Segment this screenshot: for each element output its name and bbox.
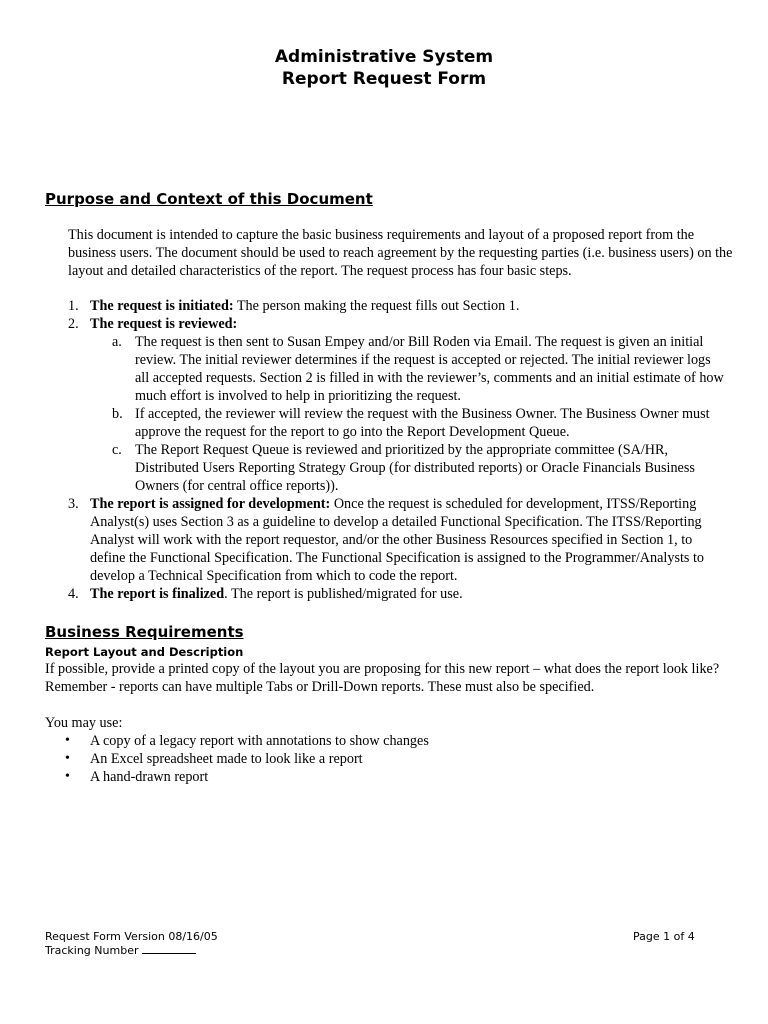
step-item xyxy=(68,297,728,315)
substep-item xyxy=(90,441,728,495)
bullet-text: An Excel spreadsheet made to look like a report xyxy=(90,751,363,767)
tracking-number-label: Tracking Number xyxy=(45,944,139,957)
step-title: The report is finalized xyxy=(90,586,225,602)
document-subtitle: Report Request Form xyxy=(281,69,487,89)
business-requirements-heading: Business Requirements xyxy=(45,623,244,641)
bullet-item xyxy=(45,732,429,750)
step-text: Once the request is scheduled for development, ITSS/Reporting Analyst(s) uses Section 3 as a guideline to develop a detailed Functional Specification. The ITSS/Reporting Analyst will work with the report requestor, and/or the other Business Resources specified in Section 1, to define the Functional Specification. The Functional Specification is assigned to the Programmer/Analysts to develop a Technical Specification from which to code the report. xyxy=(90,496,705,584)
substep-item xyxy=(90,405,728,441)
bullet-icon: • xyxy=(65,751,70,766)
bullet-icon: • xyxy=(65,769,70,784)
bullet-item xyxy=(45,750,429,768)
footer-version: Request Form Version 08/16/05 xyxy=(45,930,218,943)
substep-letter: b. xyxy=(112,406,123,422)
bullet-item xyxy=(45,768,429,786)
step-number: 4. xyxy=(68,586,79,602)
business-requirements-paragraph: If possible, provide a printed copy of the layout you are proposing for this new report – what does the report look like? Remember - reports can have multiple Tabs or Drill-Down reports. These must also be specified. xyxy=(45,661,720,695)
bullet-text: A hand-drawn report xyxy=(90,769,209,785)
report-layout-subheading: Report Layout and Description xyxy=(45,645,244,659)
step-item xyxy=(68,315,728,495)
purpose-section-heading: Purpose and Context of this Document xyxy=(45,190,373,208)
substeps-list xyxy=(90,333,728,495)
footer-tracking xyxy=(45,943,196,957)
document-title: Administrative System xyxy=(274,47,494,67)
step-title: The request is initiated: xyxy=(90,298,234,314)
step-title: The request is reviewed: xyxy=(90,316,238,332)
step-item xyxy=(68,495,728,585)
step-text: The person making the request fills out Section 1. xyxy=(233,298,520,314)
step-item xyxy=(68,585,728,603)
substep-item xyxy=(90,333,728,405)
substep-letter: a. xyxy=(112,334,122,350)
substep-text: The request is then sent to Susan Empey and/or Bill Roden via Email. The request is given an initial review. The initial reviewer determines if the request is accepted or rejected. The initial reviewer logs all accepted requests. Section 2 is filled in with the reviewer’s, comments and an initial estimate of how much effort is involved to help in prioritizing the request. xyxy=(135,334,724,404)
bullet-text: A copy of a legacy report with annotations to show changes xyxy=(90,733,429,749)
substep-text: If accepted, the reviewer will review the request with the Business Owner. The Business Owner must approve the request for the report to go into the Report Development Queue. xyxy=(135,406,710,440)
tracking-number-field[interactable] xyxy=(142,943,196,954)
step-title: The report is assigned for development: xyxy=(90,496,331,512)
footer-page-number: Page 1 of 4 xyxy=(633,930,695,943)
purpose-intro-paragraph: This document is intended to capture the basic business requirements and layout of a proposed report from the business users. The document should be used to reach agreement by the requesting parties (i.e. business users) on the layout and detailed characteristics of the report. The request process has four basic steps. xyxy=(68,227,733,279)
substep-letter: c. xyxy=(112,442,122,458)
bullet-icon: • xyxy=(65,733,70,748)
step-number: 2. xyxy=(68,316,79,332)
substep-text: The Report Request Queue is reviewed and prioritized by the appropriate committee (SA/HR, Distributed Users Reporting Strategy Group (for distributed reports) or Oracle Financials Business Owners (for central office reports)). xyxy=(135,442,695,494)
step-number: 3. xyxy=(68,496,79,512)
you-may-use-label: You may use: xyxy=(45,715,123,731)
step-number: 1. xyxy=(68,298,79,314)
process-steps-list xyxy=(68,297,728,603)
step-text: . The report is published/migrated for use. xyxy=(224,586,463,602)
options-bullet-list xyxy=(45,732,429,786)
